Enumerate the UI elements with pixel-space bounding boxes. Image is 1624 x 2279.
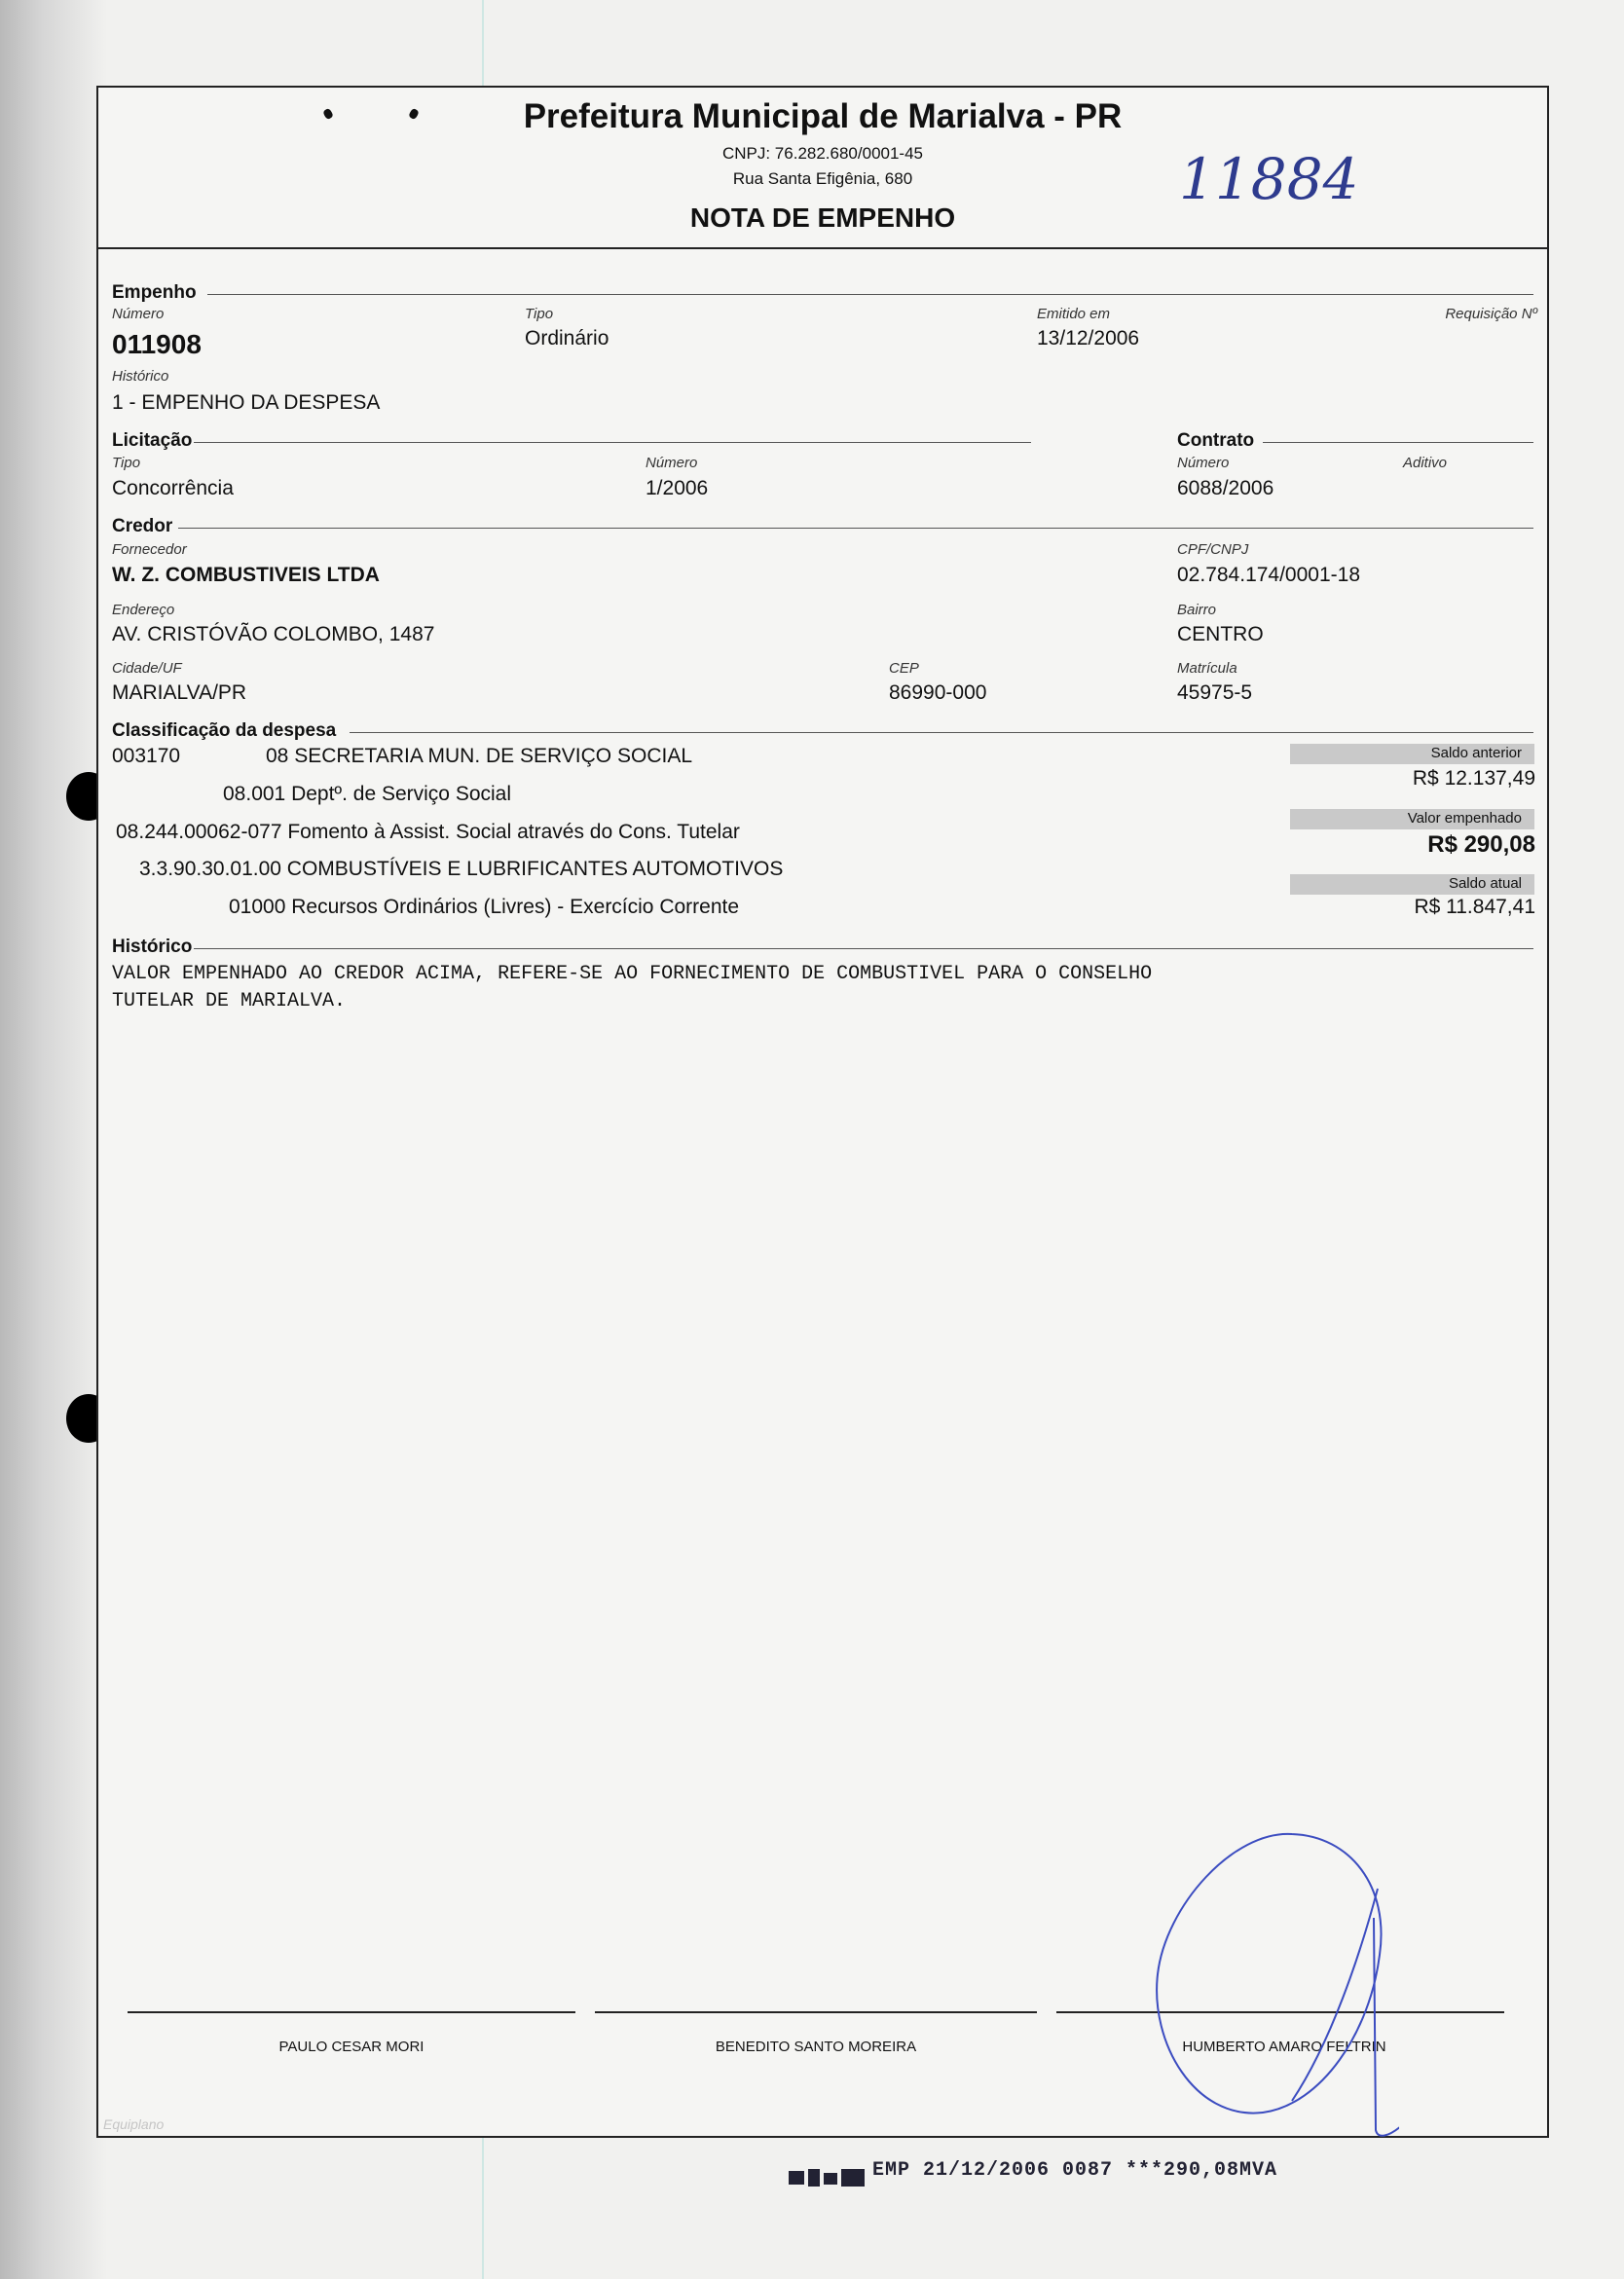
paper-shadow [0,0,107,2279]
header-separator [98,247,1547,249]
valor-empenhado-bar [1290,809,1534,829]
empenho-historico: 1 - EMPENHO DA DESPESA [112,391,381,414]
cpf-label: CPF/CNPJ [1177,541,1249,558]
contrato-numero: 6088/2006 [1177,477,1274,499]
licitacao-numero: 1/2006 [646,477,709,499]
header-title: Prefeitura Municipal de Marialva - PR [523,97,1123,135]
contrato-numero-label: Número [1177,455,1230,471]
cidade: MARIALVA/PR [112,681,247,704]
requisicao-label: Requisição Nº [1445,306,1537,322]
cidade-label: Cidade/UF [112,660,182,677]
saldo-anterior-bar [1290,744,1534,764]
section-credor: Credor [112,516,173,536]
empenho-numero: 011908 [112,329,202,359]
cep: 86990-000 [889,681,987,704]
section-licitacao: Licitação [112,430,193,451]
header-cnpj: CNPJ: 76.282.680/0001-45 [721,144,924,163]
empenho-historico-label: Histórico [112,368,169,385]
section-rule [194,442,1031,443]
section-rule [350,732,1533,733]
section-historico: Histórico [112,937,193,957]
endereco-label: Endereço [112,602,175,618]
classificacao-programa: 08.244.00062-077 Fomento à Assist. Social através do Cons. Tutelar [116,821,740,843]
signature-line-1 [128,2011,575,2013]
bank-stamp: EMP 21/12/2006 0087 ***290,08MVA [872,2159,1278,2182]
licitacao-tipo-label: Tipo [112,455,141,471]
valor-empenhado-value: R$ 290,08 [1427,831,1535,858]
matricula-label: Matrícula [1177,660,1237,677]
handwritten-number: 11884 [1179,146,1359,212]
saldo-atual-label: Saldo atual [1448,875,1522,892]
fornecedor-label: Fornecedor [112,541,187,558]
emitido-label: Emitido em [1037,306,1111,322]
classificacao-departamento: 08.001 Deptº. de Serviço Social [223,783,512,805]
classificacao-recurso: 01000 Recursos Ordinários (Livres) - Exercício Corrente [229,896,740,918]
fornecedor: W. Z. COMBUSTIVEIS LTDA [112,564,380,586]
header-address: Rua Santa Efigênia, 680 [732,169,913,188]
section-rule [207,294,1533,295]
historico-line-2: TUTELAR DE MARIALVA. [112,990,347,1012]
signature-name-1: PAULO CESAR MORI [278,2039,424,2055]
software-name: Equiplano [103,2116,165,2132]
stamp-mark [787,2165,868,2190]
section-empenho: Empenho [112,282,197,303]
cep-label: CEP [889,660,919,677]
classificacao-codigo: 003170 [112,745,181,767]
bairro-label: Bairro [1177,602,1217,618]
signature-name-3: HUMBERTO AMARO FELTRIN [1182,2039,1386,2055]
signature-name-2: BENEDITO SANTO MOREIRA [715,2039,917,2055]
aditivo-label: Aditivo [1403,455,1448,471]
cpf-cnpj: 02.784.174/0001-18 [1177,564,1361,586]
emitido-date: 13/12/2006 [1037,327,1140,349]
saldo-anterior-value: R$ 12.137,49 [1412,767,1535,790]
saldo-atual-value: R$ 11.847,41 [1414,896,1535,918]
licitacao-tipo: Concorrência [112,477,234,499]
matricula: 45975-5 [1177,681,1253,704]
classificacao-secretaria: 08 SECRETARIA MUN. DE SERVIÇO SOCIAL [266,745,693,767]
document-title: NOTA DE EMPENHO [689,202,956,233]
section-rule [1263,442,1533,443]
signature-line-2 [595,2011,1037,2013]
valor-empenhado-label: Valor empenhado [1407,810,1522,827]
historico-line-1: VALOR EMPENHADO AO CREDOR ACIMA, REFERE-SE AO FORNECIMENTO DE COMBUSTIVEL PARA O CONSELHO [112,963,1153,985]
nota-de-empenho-document [96,86,1549,2138]
licitacao-numero-label: Número [646,455,698,471]
section-classificacao: Classificação da despesa [112,720,337,741]
section-rule [194,948,1533,949]
empenho-tipo: Ordinário [525,327,609,349]
bairro: CENTRO [1177,623,1264,645]
handwritten-signature [1146,1828,1399,2159]
saldo-anterior-label: Saldo anterior [1430,745,1522,761]
section-contrato: Contrato [1177,430,1255,451]
empenho-tipo-label: Tipo [525,306,554,322]
section-rule [178,528,1533,529]
endereco: AV. CRISTÓVÃO COLOMBO, 1487 [112,623,435,645]
classificacao-elemento: 3.3.90.30.01.00 COMBUSTÍVEIS E LUBRIFICANTES AUTOMOTIVOS [139,858,784,880]
saldo-atual-bar [1290,874,1534,895]
empenho-numero-label: Número [112,306,165,322]
